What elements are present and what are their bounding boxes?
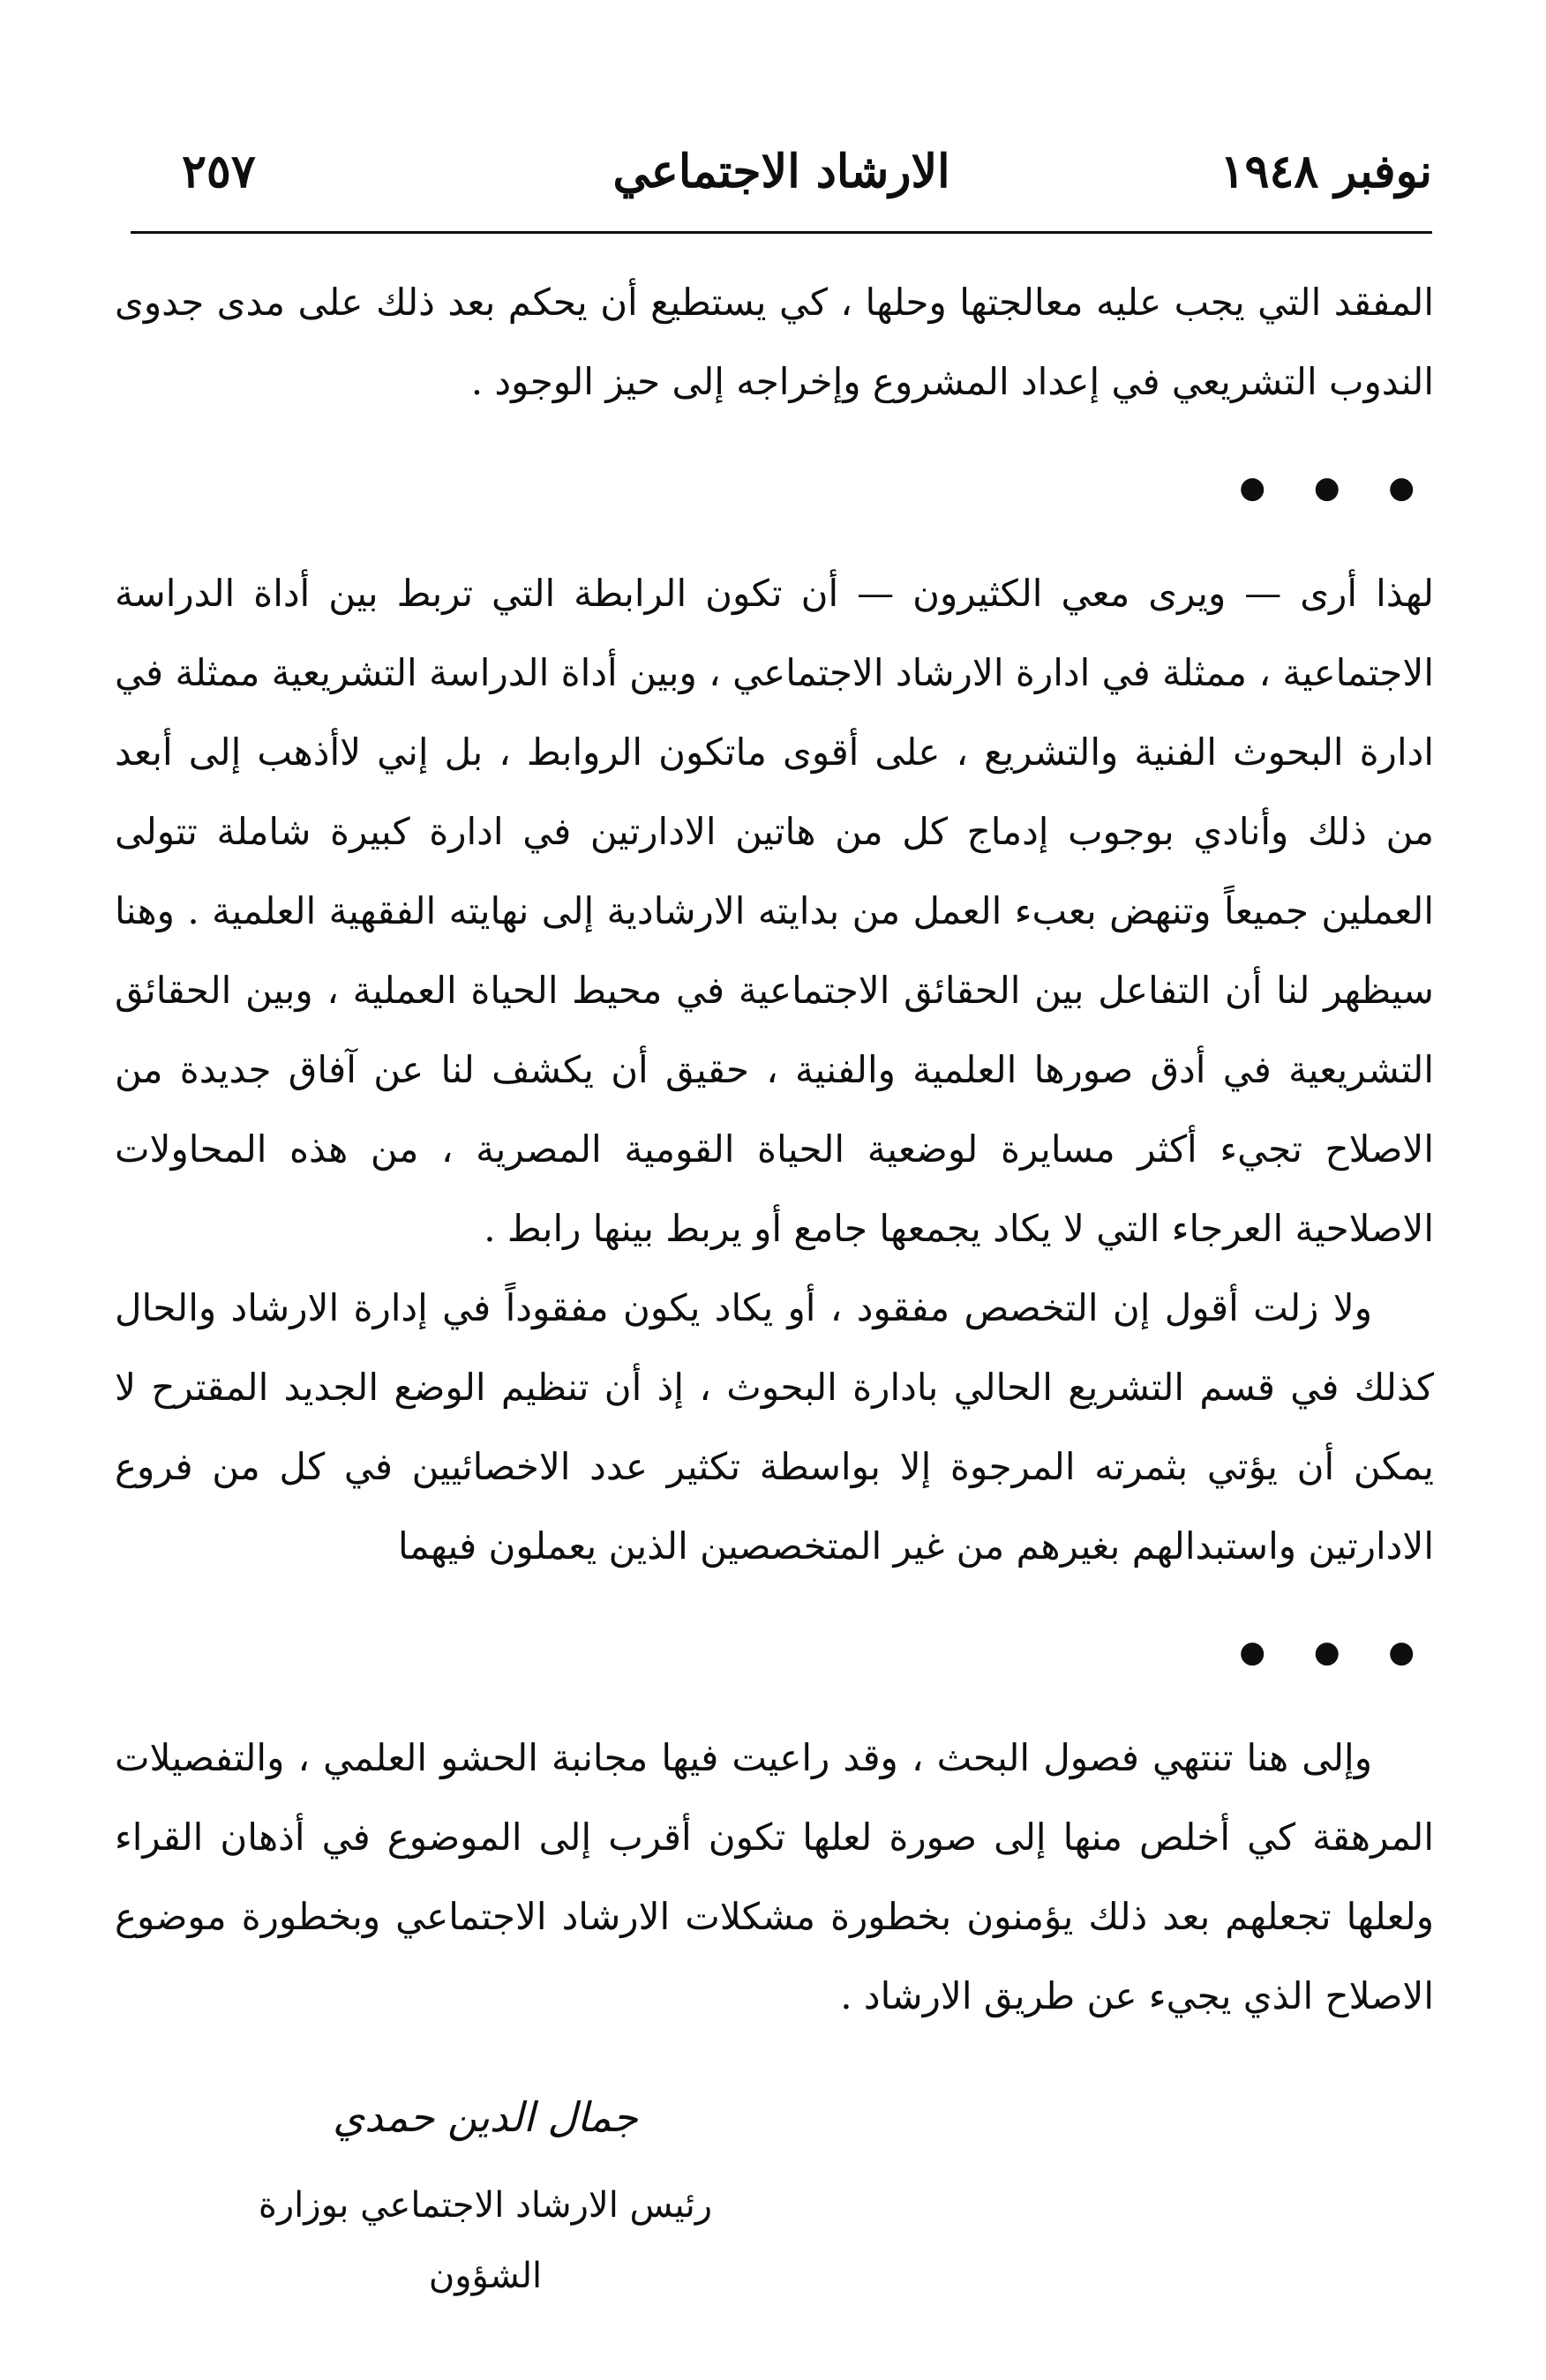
issue-date: نوفبر ١٩٤٨ (1220, 145, 1432, 198)
header-divider (131, 231, 1432, 234)
paragraph-1: المفقد التي يجب عليه معالجتها وحلها ، كي يستطيع أن يحكم بعد ذلك على مدى جدوى الندوب التشريعي في إعداد المشروع وإخراجه إلى حيز الوجود . (115, 281, 1434, 403)
signature-block (221, 2082, 750, 2311)
journal-title: الارشاد الاجتماعي (612, 145, 950, 198)
author-title: رئيس الارشاد الاجتماعي بوزارة الشؤون (258, 2185, 713, 2296)
section-separator: ● ● ● (1239, 470, 1434, 505)
paragraph-4: وإلى هنا تنتهي فصول البحث ، وقد راعيت فيها مجانبة الحشو العلمي ، والتفصيلات المرهقة كي أخلص منها إلى صورة لعلها تكون أقرب إلى الموضوع في أذهان القراء ولعلها تجعلهم بعد ذلك يؤمنون بخطورة مشكلات الارشاد الاجتماعي وبخطورة موضوع الاصلاح الذي يجيء عن طريق الارشاد . (115, 1736, 1434, 2017)
paragraph-2: لهذا أرى — ويرى معي الكثيرون — أن تكون الرابطة التي تربط بين أداة الدراسة الاجتماعية ، ممثلة في ادارة الارشاد الاجتماعي ، وبين أداة الدراسة التشريعية ممثلة في ادارة البحوث الفنية والتشريع ، على أقوى ماتكون الروابط ، بل إني لاأذهب إلى أبعد من ذلك وأنادي بوجوب إدماج كل من هاتين الادارتين في ادارة كبيرة شاملة تتولى العملين جميعاً وتنهض بعبء العمل من بدايته الارشادية إلى نهايته الفقهية العلمية . وهنا سيظهر لنا أن التفاعل بين الحقائق الاجتماعية في محيط الحياة العملية ، وبين الحقائق التشريعية في أدق صورها العلمية والفنية ، حقيق أن يكشف لنا عن آفاق جديدة من الاصلاح تجيء أكثر مسايرة لوضعية الحياة القومية المصرية ، من هذه المحاولات الاصلاحية العرجاء التي لا يكاد يجمعها جامع أو يربط بينها رابط . (115, 572, 1434, 1250)
page-header (131, 137, 1432, 216)
section-separator: ● ● ● (1239, 1635, 1434, 1670)
author-name: جمال الدين حمدي (333, 2093, 638, 2141)
article-body (115, 263, 1434, 2036)
page-number: ٢٥٧ (182, 145, 256, 198)
paragraph-3: ولا زلت أقول إن التخصص مفقود ، أو يكاد يكون مفقوداً في إدارة الارشاد والحال كذلك في قسم التشريع الحالي بادارة البحوث ، إذ أن تنظيم الوضع الجديد المقترح لا يمكن أن يؤتي بثمرته المرجوة إلا بواسطة تكثير عدد الاخصائيين في كل من فروع الادارتين واستبدالهم بغيرهم من غير المتخصصين الذين يعملون فيهما (115, 1286, 1434, 1568)
